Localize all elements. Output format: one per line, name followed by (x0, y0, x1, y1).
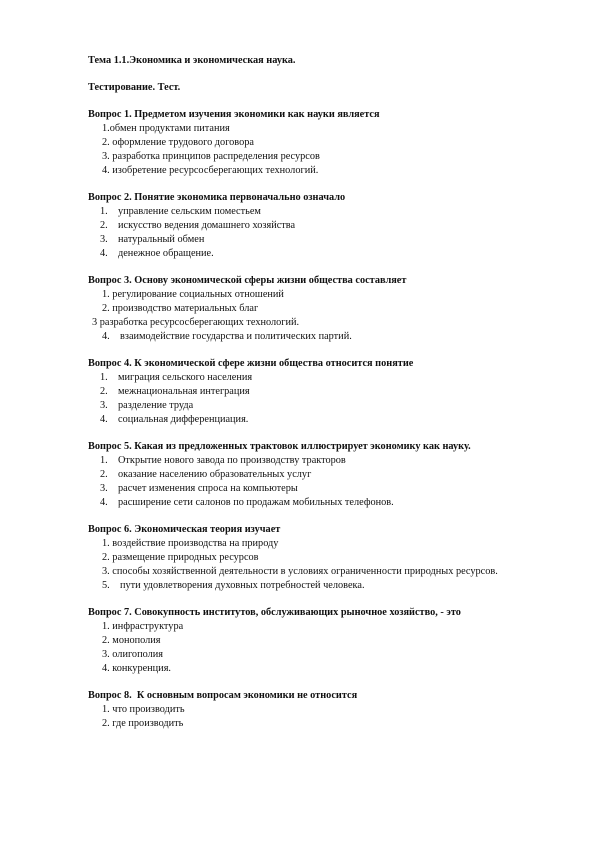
option-number: 2. (100, 386, 108, 397)
answer-option (88, 496, 548, 510)
option-text: оказание населению образовательных услуг (118, 469, 312, 480)
answer-option: 2. где производить (102, 718, 184, 729)
answer-option: 3 разработка ресурсосберегающих технологий. (92, 317, 300, 328)
answer-option: 1. воздействие производства на природу (102, 538, 279, 549)
question-text: Вопрос 2. Понятие экономика первоначально означало (88, 192, 346, 203)
answer-option: 3. олигополия (102, 649, 163, 660)
option-number: 4. (100, 414, 108, 425)
option-number: 3. (100, 400, 108, 411)
answer-option: 2. монополия (102, 635, 161, 646)
answer-option (88, 219, 548, 233)
answer-option: 5. пути удовлетворения духовных потребностей человека. (102, 580, 365, 591)
answer-option (88, 482, 548, 496)
option-number: 1. (100, 372, 108, 383)
document-page (88, 54, 548, 744)
option-text: Открытие нового завода по производству тракторов (118, 455, 346, 466)
answer-option: 3. разработка принципов распределения ресурсов (102, 151, 320, 162)
topic-title: Тема 1.1.Экономика и экономическая наука. (88, 55, 296, 66)
option-text: межнациональная интеграция (118, 386, 250, 397)
option-number: 2. (100, 469, 108, 480)
option-number: 1. (100, 206, 108, 217)
question-2 (88, 191, 548, 261)
question-6 (88, 523, 548, 593)
option-text: разделение труда (118, 400, 194, 411)
answer-option (88, 385, 548, 399)
question-text: Вопрос 3. Основу экономической сферы жизни общества составляет (88, 275, 407, 286)
answer-option: 1. что производить (102, 704, 185, 715)
question-text: Вопрос 7. Совокупность институтов, обслуживающих рыночное хозяйство, - это (88, 607, 461, 618)
answer-option: 2. оформление трудового договора (102, 137, 254, 148)
question-3 (88, 274, 548, 344)
answer-option (88, 454, 548, 468)
question-text: Вопрос 1. Предметом изучения экономики как науки является (88, 109, 380, 120)
answer-option (88, 413, 548, 427)
answer-option: 2. размещение природных ресурсов (102, 552, 259, 563)
option-text: социальная дифференциация. (118, 414, 249, 425)
option-text: расширение сети салонов по продажам мобильных телефонов. (118, 497, 394, 508)
option-text: натуральный обмен (118, 234, 205, 245)
answer-option: 2. производство материальных благ (102, 303, 259, 314)
answer-option (88, 399, 548, 413)
answer-option (88, 371, 548, 385)
option-number: 4. (100, 497, 108, 508)
question-5 (88, 440, 548, 510)
option-number: 3. (100, 483, 108, 494)
option-number: 4. (100, 248, 108, 259)
answer-option: 4. конкуренция. (102, 663, 172, 674)
option-text: расчет изменения спроса на компьютеры (118, 483, 298, 494)
option-number: 1. (100, 455, 108, 466)
answer-option: 1. инфраструктура (102, 621, 184, 632)
option-number: 2. (100, 220, 108, 231)
question-8 (88, 689, 548, 731)
answer-option: 3. способы хозяйственной деятельности в условиях ограниченности природных ресурсов. (102, 566, 498, 577)
answer-option: 1. регулирование социальных отношений (102, 289, 284, 300)
answer-option (88, 233, 548, 247)
question-7 (88, 606, 548, 676)
question-4 (88, 357, 548, 427)
option-number: 3. (100, 234, 108, 245)
question-text: Вопрос 5. Какая из предложенных трактовок иллюстрирует экономику как науку. (88, 441, 471, 452)
answer-option: 1.обмен продуктами питания (102, 123, 230, 134)
question-text: Вопрос 4. К экономической сфере жизни общества относится понятие (88, 358, 414, 369)
question-text: Вопрос 6. Экономическая теория изучает (88, 524, 281, 535)
option-text: денежное обращение. (118, 248, 214, 259)
option-text: миграция сельского населения (118, 372, 253, 383)
answer-option: 4. изобретение ресурсосберегающих технологий. (102, 165, 319, 176)
question-text: Вопрос 8. К основным вопросам экономики не относится (88, 690, 358, 701)
option-text: управление сельским поместьем (118, 206, 261, 217)
answer-option (88, 247, 548, 261)
answer-option (88, 468, 548, 482)
answer-option (88, 205, 548, 219)
option-text: искусство ведения домашнего хозяйства (118, 220, 296, 231)
question-1 (88, 108, 548, 178)
test-subtitle: Тестирование. Тест. (88, 82, 181, 93)
answer-option: 4. взаимодействие государства и политических партий. (102, 331, 352, 342)
